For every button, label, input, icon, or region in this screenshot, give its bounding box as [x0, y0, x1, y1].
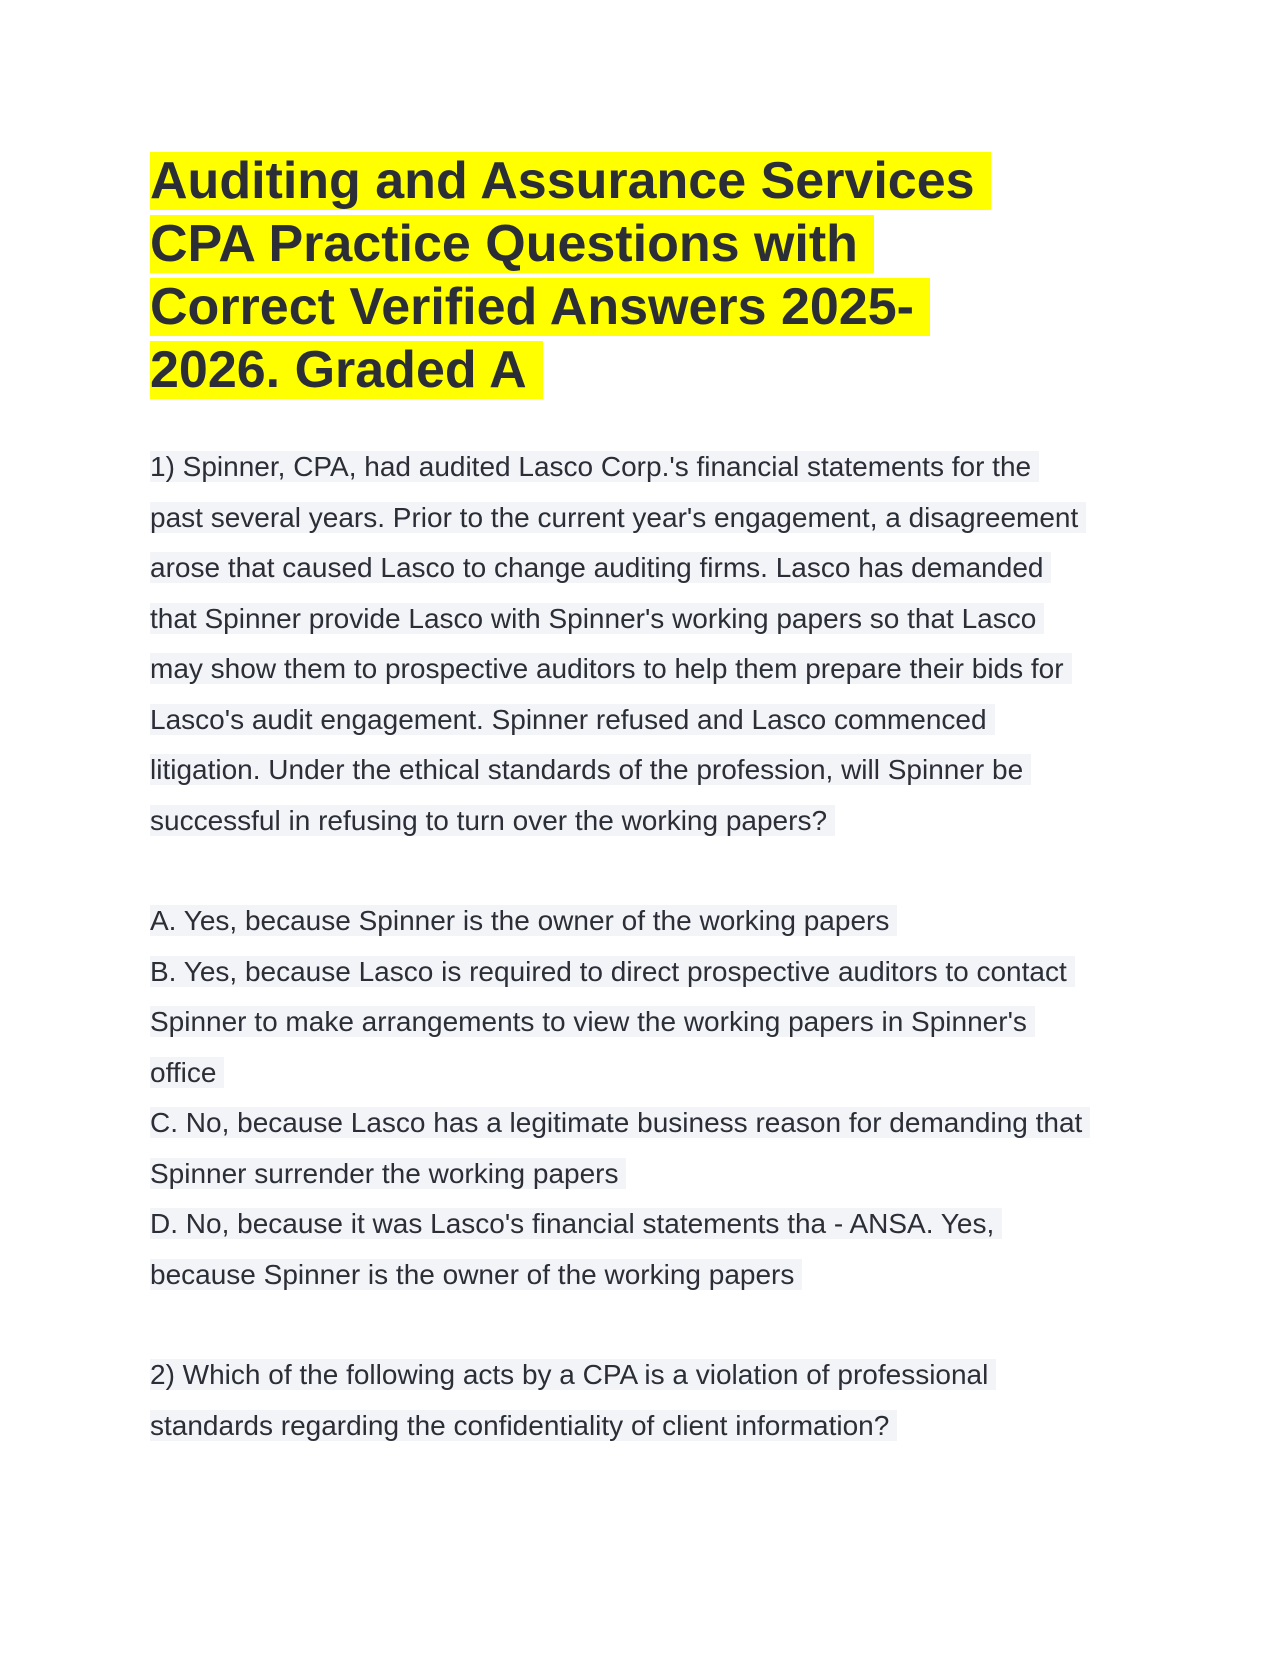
question-line: litigation. Under the ethical standards of the profession, will Spinner be	[150, 754, 1031, 785]
option-b-line-2: Spinner to make arrangements to view the working papers in Spinner's	[150, 1006, 1035, 1037]
question-line: successful in refusing to turn over the working papers?	[150, 805, 835, 836]
question-2-text	[150, 1350, 1150, 1451]
option-c: C. No, because Lasco has a legitimate business reason for demanding that	[150, 1107, 1090, 1138]
document-title	[150, 150, 1150, 402]
document-page	[150, 150, 1150, 1451]
question-line: 1) Spinner, CPA, had audited Lasco Corp.'s financial statements for the	[150, 451, 1039, 482]
option-d: D. No, because it was Lasco's financial statements tha - ANSA. Yes,	[150, 1208, 1002, 1239]
title-line: Correct Verified Answers 2025-	[150, 278, 930, 336]
option-a: A. Yes, because Spinner is the owner of the working papers	[150, 905, 897, 936]
question-1-text	[150, 442, 1150, 846]
title-line: Auditing and Assurance Services	[150, 152, 991, 210]
question-line: past several years. Prior to the current year's engagement, a disagreement	[150, 502, 1086, 533]
question-line: Lasco's audit engagement. Spinner refused and Lasco commenced	[150, 704, 995, 735]
option-b-line-3: office	[150, 1057, 224, 1088]
question-line: 2) Which of the following acts by a CPA is a violation of professional	[150, 1359, 996, 1390]
question-line: standards regarding the confidentiality of client information?	[150, 1410, 897, 1441]
question-line: arose that caused Lasco to change auditing firms. Lasco has demanded	[150, 552, 1051, 583]
question-1-options	[150, 896, 1150, 1300]
question-line: that Spinner provide Lasco with Spinner's working papers so that Lasco	[150, 603, 1044, 634]
title-line: CPA Practice Questions with	[150, 215, 874, 273]
question-line: may show them to prospective auditors to help them prepare their bids for	[150, 653, 1072, 684]
option-d-line-2: because Spinner is the owner of the working papers	[150, 1259, 802, 1290]
option-c-line-2: Spinner surrender the working papers	[150, 1158, 626, 1189]
title-line: 2026. Graded A	[150, 341, 543, 399]
option-b: B. Yes, because Lasco is required to direct prospective auditors to contact	[150, 956, 1075, 987]
